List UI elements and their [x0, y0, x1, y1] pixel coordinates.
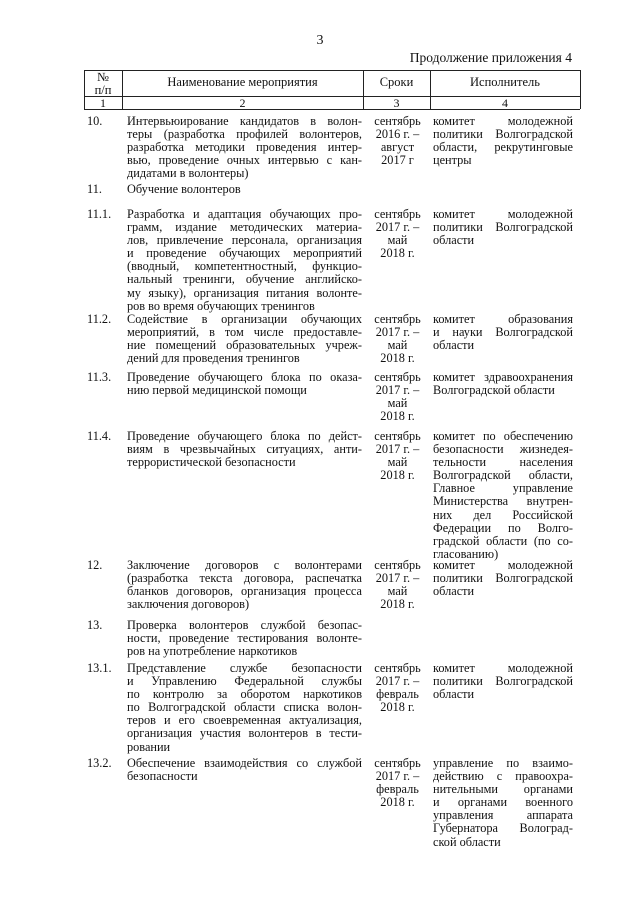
- event-executor-line: политики Волгоградской: [433, 220, 573, 235]
- event-term: [366, 430, 429, 482]
- row-number: 11.3.: [87, 370, 112, 384]
- event-executor: [433, 371, 573, 397]
- event-executor-line: политики Волгоградской: [433, 127, 573, 142]
- event-name: [127, 183, 362, 196]
- event-name-line: ровании: [127, 739, 171, 754]
- event-name-line: ров на употребление наркотиков: [127, 644, 298, 659]
- event-name: [127, 559, 362, 611]
- event-executor-line: центры: [433, 153, 472, 168]
- event-executor-line: области: [433, 584, 475, 599]
- event-term-line: 2018 г.: [380, 700, 415, 715]
- event-term-line: сентябрь: [374, 312, 421, 326]
- event-name-line: теров и его своевременная актуализация,: [127, 713, 362, 728]
- event-name: [127, 208, 362, 313]
- event-executor-line: комитет здравоохранения: [433, 370, 573, 384]
- event-name-line: по Волгоградской области списка волон-: [127, 700, 362, 715]
- event-executor: [433, 313, 573, 352]
- event-name-line: мероприятий, в том числе предоставле-: [127, 325, 362, 340]
- event-name-line: (вводный, компетентностный, функцио-: [127, 259, 362, 274]
- event-name-line: ние помещений образовательных учреж-: [127, 338, 362, 353]
- event-name-line: Представление службе безопасности: [127, 661, 362, 675]
- event-name-line: ности, проведение тестирования волонте-: [127, 631, 362, 646]
- event-term: [366, 313, 429, 365]
- event-term-line: 2018 г.: [380, 597, 415, 612]
- row-number: 11.2.: [87, 312, 112, 326]
- event-executor: [433, 559, 573, 598]
- row-number: 12.: [87, 558, 103, 572]
- event-executor-line: Волгоградской области: [433, 383, 555, 398]
- event-executor-line: политики Волгоградской: [433, 674, 573, 689]
- event-executor-line: безопасности жизнедея-: [433, 442, 573, 457]
- event-term: [366, 208, 429, 260]
- col-number-3: 3: [393, 96, 400, 110]
- event-executor-line: градской области (по со-: [433, 533, 573, 548]
- row-number: 11.4.: [87, 429, 112, 443]
- event-executor-line: комитет образования: [433, 312, 573, 326]
- event-name-line: лов, привлечение персонала, организация: [127, 233, 362, 248]
- event-executor: [433, 208, 573, 247]
- event-executor-line: них дел Российской: [433, 507, 573, 522]
- event-name: [127, 430, 362, 469]
- event-executor-line: области: [433, 233, 475, 248]
- event-executor-line: нительными органами: [433, 782, 573, 797]
- header-term: Сроки: [379, 75, 414, 89]
- event-name-line: заключения договоров): [127, 597, 250, 612]
- event-name-line: дидатами в волонтеры): [127, 166, 249, 181]
- event-term-line: 2017 г. –: [375, 571, 420, 586]
- event-term: [366, 115, 429, 167]
- event-term-line: сентябрь: [374, 370, 421, 384]
- event-name-line: Обеспечение взаимодействия со службой: [127, 756, 362, 770]
- event-name-line: террористической безопасности: [127, 455, 296, 470]
- event-name-line: Разработка и адаптация обучающих про-: [127, 207, 362, 221]
- event-term-line: май: [387, 233, 408, 248]
- event-name-line: дений для проведения тренингов: [127, 351, 300, 366]
- event-term-line: 2018 г.: [380, 795, 415, 810]
- event-name: [127, 662, 362, 754]
- event-name-line: Содействие в организации обучающих: [127, 312, 362, 326]
- row-number: 11.: [87, 182, 102, 196]
- event-name-line: по контролю за оборотом наркотиков: [127, 687, 362, 702]
- event-name-line: ров во время обучающих тренингов: [127, 298, 315, 313]
- continuation-label: Продолжение приложения 4: [409, 50, 572, 65]
- event-term-line: 2017 г. –: [375, 769, 420, 784]
- event-executor-line: политики Волгоградской: [433, 571, 573, 586]
- event-term-line: 2017 г. –: [375, 674, 420, 689]
- event-executor-line: гласованию): [433, 546, 499, 561]
- event-executor-line: области: [433, 687, 475, 702]
- event-term-line: 2018 г.: [380, 246, 415, 261]
- header-num: [84, 71, 122, 97]
- row-number: 11.1.: [87, 207, 112, 221]
- event-executor-line: Министерства внутрен-: [433, 494, 573, 509]
- event-executor: [433, 115, 573, 167]
- event-name-line: виям в чрезвычайных ситуациях, анти-: [127, 442, 362, 457]
- event-name-line: организация участия волонтеров в тести-: [127, 726, 362, 741]
- event-term-line: 2017 г. –: [375, 220, 420, 235]
- event-name-line: Проведение обучающего блока по дейст-: [127, 429, 362, 443]
- event-name-line: вью, проведение очных интервью с кан-: [127, 153, 362, 168]
- col-number-4: 4: [502, 96, 508, 110]
- header-num-symbol: №: [97, 70, 109, 84]
- event-executor-line: действию с правоохра-: [433, 769, 573, 784]
- event-executor-line: управления аппарата: [433, 808, 573, 823]
- event-executor-line: тельности населения: [433, 455, 573, 470]
- event-term-line: май: [387, 584, 408, 599]
- event-executor-line: области, рекрутинговые: [433, 140, 573, 155]
- event-term-line: 2018 г.: [380, 351, 415, 366]
- event-executor-line: комитет молодежной: [433, 558, 573, 572]
- event-term-line: 2017 г. –: [375, 325, 420, 340]
- event-executor-line: и органами военного: [433, 795, 573, 810]
- event-term-line: 2017 г. –: [375, 383, 420, 398]
- event-name-line: и проведение обучающих мероприятий: [127, 246, 362, 261]
- event-name-line: разработка методики проведения интер-: [127, 140, 362, 155]
- event-term-line: сентябрь: [374, 661, 421, 675]
- event-name: [127, 313, 362, 365]
- event-term-line: май: [387, 338, 408, 353]
- event-executor-line: Губернатора Волоград-: [433, 821, 573, 836]
- event-name: [127, 371, 362, 397]
- header-executor: Исполнитель: [470, 75, 540, 89]
- event-term-line: сентябрь: [374, 114, 421, 128]
- event-executor-line: комитет молодежной: [433, 114, 573, 128]
- event-term-line: февраль: [376, 687, 419, 702]
- event-executor-line: Главное управление: [433, 481, 573, 496]
- event-executor: [433, 757, 573, 849]
- event-name: [127, 619, 362, 658]
- event-term-line: 2017 г. –: [375, 442, 420, 457]
- event-term: [366, 559, 429, 611]
- event-term: [366, 757, 429, 809]
- event-executor-line: и науки Волгоградской: [433, 325, 573, 340]
- event-term-line: сентябрь: [374, 207, 421, 221]
- event-name-line: грамм, издание методических материа-: [127, 220, 362, 235]
- event-term-line: 2018 г.: [380, 468, 415, 483]
- event-term-line: февраль: [376, 782, 419, 797]
- event-executor-line: комитет по обеспечению: [433, 429, 573, 443]
- event-term-line: 2018 г.: [380, 409, 415, 424]
- event-term-line: сентябрь: [374, 429, 421, 443]
- event-executor: [433, 430, 573, 561]
- event-name: [127, 757, 362, 783]
- event-executor-line: Федерации по Волго-: [433, 520, 573, 535]
- event-term: [366, 662, 429, 714]
- col-number-1: 1: [100, 96, 106, 110]
- page-number: 3: [316, 33, 324, 48]
- event-executor: [433, 662, 573, 701]
- event-name-line: Обучение волонтеров: [127, 182, 241, 196]
- event-name-line: безопасности: [127, 769, 198, 784]
- event-term: [366, 371, 429, 423]
- row-number: 10.: [87, 114, 103, 128]
- event-name-line: Проведение обучающего блока по оказа-: [127, 370, 362, 384]
- event-term-line: май: [387, 455, 408, 470]
- event-term-line: 2016 г. –: [375, 127, 420, 142]
- event-executor-line: Волгоградской области,: [433, 468, 573, 483]
- header-name: Наименование мероприятия: [167, 75, 318, 89]
- col-number-2: 2: [239, 96, 246, 110]
- event-term-line: сентябрь: [374, 756, 421, 770]
- row-number: 13.2.: [87, 756, 112, 770]
- event-name-line: Проверка волонтеров службой безопас-: [127, 618, 362, 632]
- event-executor-line: комитет молодежной: [433, 207, 573, 221]
- event-name-line: Интервьюирование кандидатов в волон-: [127, 114, 362, 128]
- event-name-line: теры (разработка профилей волонтеров,: [127, 127, 362, 142]
- event-name-line: Заключение договоров с волонтерами: [127, 558, 362, 572]
- event-name-line: нальный тренинги, обучение английско-: [127, 272, 362, 287]
- table-top-border: [84, 70, 580, 71]
- event-name-line: и Управлению Федеральной службы: [127, 674, 362, 689]
- event-name-line: (разработка текста договора, распечатка: [127, 571, 362, 586]
- row-number: 13.: [87, 618, 103, 632]
- event-name: [127, 115, 362, 180]
- event-term-line: май: [387, 396, 408, 411]
- event-executor-line: ской области: [433, 834, 501, 849]
- event-name-line: му языку), организация питания волонте-: [127, 285, 362, 300]
- event-term-line: август: [380, 140, 415, 155]
- event-executor-line: комитет молодежной: [433, 661, 573, 675]
- row-number: 13.1.: [87, 661, 112, 675]
- header-num-pp: п/п: [94, 83, 112, 97]
- event-name-line: нию первой медицинской помощи: [127, 383, 307, 398]
- table-right-border: [580, 70, 581, 109]
- event-name-line: бланков договоров, организация процесса: [127, 584, 362, 599]
- event-executor-line: управление по взаимо-: [433, 756, 573, 770]
- event-executor-line: области: [433, 338, 475, 353]
- event-term-line: 2017 г: [381, 153, 414, 168]
- event-term-line: сентябрь: [374, 558, 421, 572]
